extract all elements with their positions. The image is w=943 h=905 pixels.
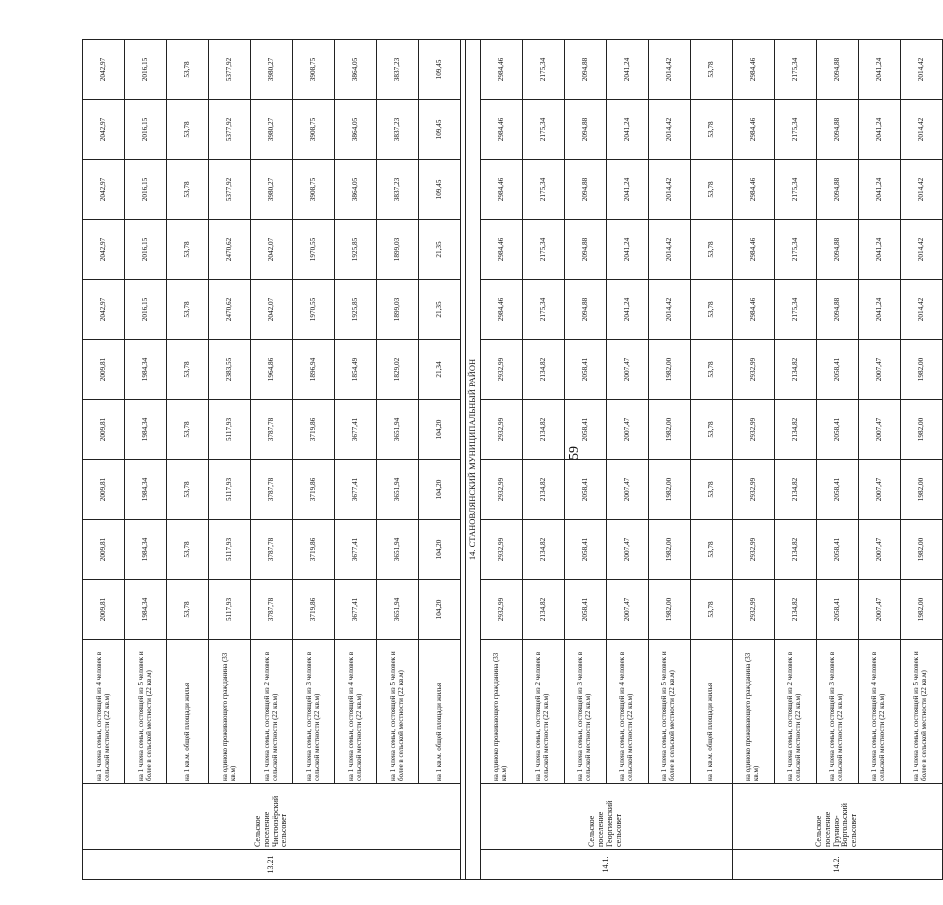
row-description: на 1 кв.м. общей площади жилья (690, 640, 732, 784)
value-cell: 2094,88 (816, 280, 858, 340)
value-cell: 5117,93 (209, 520, 251, 580)
value-cell: 2041,24 (858, 280, 900, 340)
row-description: на 1 члена семьи, состоящей из 2 человек в сельской местности (22 кв.м) (522, 640, 564, 784)
value-cell: 2014,42 (648, 280, 690, 340)
value-cell: 2042,07 (251, 280, 293, 340)
value-cell: 53,78 (690, 340, 732, 400)
value-cell: 2041,24 (606, 280, 648, 340)
value-cell: 53,78 (690, 280, 732, 340)
value-cell: 2016,15 (125, 220, 167, 280)
value-cell: 2175,34 (774, 220, 816, 280)
value-cell: 2014,42 (648, 100, 690, 160)
value-cell: 3787,78 (251, 460, 293, 520)
row-description: на 1 члена семьи, состоящей из 3 человек в сельской местности (22 кв.м) (293, 640, 335, 784)
value-cell: 1925,85 (335, 220, 377, 280)
value-cell: 5377,92 (209, 160, 251, 220)
value-cell: 2007,47 (606, 520, 648, 580)
value-cell: 2175,34 (774, 100, 816, 160)
value-cell: 3677,41 (335, 460, 377, 520)
value-cell: 2984,46 (732, 220, 774, 280)
value-cell: 2175,34 (522, 220, 564, 280)
value-cell: 5117,93 (209, 580, 251, 640)
value-cell: 2175,34 (522, 100, 564, 160)
section-code: 13.21 (83, 850, 461, 880)
value-cell: 1970,55 (293, 280, 335, 340)
value-cell: 2058,41 (816, 520, 858, 580)
value-cell: 2094,88 (816, 160, 858, 220)
value-cell: 2041,24 (606, 100, 648, 160)
value-cell: 2134,82 (522, 520, 564, 580)
value-cell: 2984,46 (732, 280, 774, 340)
row-description: на 1 члена семьи, состоящей из 4 человек в сельской местности (22 кв.м) (858, 640, 900, 784)
value-cell: 2134,82 (522, 580, 564, 640)
value-cell: 2932,99 (480, 400, 522, 460)
value-cell: 2134,82 (522, 400, 564, 460)
row-description: на 1 члена семьи, состоящей из 4 человек в сельской местности (22 кв.м) (83, 640, 125, 784)
value-cell: 2094,88 (564, 160, 606, 220)
value-cell: 53,78 (167, 580, 209, 640)
value-cell: 2007,47 (858, 520, 900, 580)
value-cell: 2007,47 (858, 460, 900, 520)
value-cell: 53,78 (690, 580, 732, 640)
value-cell: 2042,07 (251, 220, 293, 280)
value-cell: 3719,86 (293, 520, 335, 580)
row-description: на 1 члена семьи, состоящей из 3 человек в сельской местности (22 кв.м) (564, 640, 606, 784)
table-row (251, 40, 293, 880)
value-cell: 1970,55 (293, 220, 335, 280)
value-cell: 3980,27 (251, 40, 293, 100)
section-code: 14.2. (732, 850, 942, 880)
value-cell: 53,78 (167, 460, 209, 520)
table-row (480, 40, 522, 880)
table-row (293, 40, 335, 880)
value-cell: 1899,03 (377, 280, 419, 340)
value-cell: 53,78 (167, 520, 209, 580)
value-cell: 5377,92 (209, 40, 251, 100)
row-description: на 1 члена семьи, состоящей из 2 человек в сельской местности (22 кв.м) (251, 640, 293, 784)
value-cell: 2058,41 (564, 520, 606, 580)
value-cell: 3651,94 (377, 520, 419, 580)
value-cell: 2094,88 (816, 220, 858, 280)
table-row (900, 40, 942, 880)
table-row (816, 40, 858, 880)
value-cell: 1984,34 (125, 580, 167, 640)
value-cell: 2383,55 (209, 340, 251, 400)
value-cell: 5117,93 (209, 400, 251, 460)
value-cell: 2009,81 (83, 460, 125, 520)
value-cell: 2058,41 (564, 340, 606, 400)
table-row (83, 40, 125, 880)
value-cell: 53,78 (690, 400, 732, 460)
value-cell: 2014,42 (648, 220, 690, 280)
value-cell: 2007,47 (606, 400, 648, 460)
value-cell: 109,45 (419, 160, 461, 220)
value-cell: 2984,46 (480, 40, 522, 100)
value-cell: 2134,82 (774, 460, 816, 520)
value-cell: 2041,24 (858, 100, 900, 160)
value-cell: 2932,99 (480, 340, 522, 400)
value-cell: 2094,88 (564, 280, 606, 340)
value-cell: 2134,82 (774, 340, 816, 400)
table-row (419, 40, 461, 880)
table-body (83, 40, 943, 880)
value-cell: 2984,46 (732, 100, 774, 160)
value-cell: 2175,34 (774, 40, 816, 100)
table-row (690, 40, 732, 880)
value-cell: 3837,23 (377, 100, 419, 160)
value-cell: 3980,27 (251, 160, 293, 220)
value-cell: 53,78 (167, 220, 209, 280)
value-cell: 2007,47 (858, 340, 900, 400)
value-cell: 2009,81 (83, 340, 125, 400)
value-cell: 2094,88 (564, 100, 606, 160)
table-row (858, 40, 900, 880)
section-code: 14.1. (480, 850, 732, 880)
value-cell: 3837,23 (377, 160, 419, 220)
value-cell: 53,78 (690, 40, 732, 100)
value-cell: 2016,15 (125, 160, 167, 220)
row-description: на 1 члена семьи, состоящей из 5 человек и более в сельской местности (22 кв.м) (125, 640, 167, 784)
value-cell: 2042,97 (83, 100, 125, 160)
value-cell: 1982,00 (900, 460, 942, 520)
value-cell: 3787,78 (251, 580, 293, 640)
value-cell: 2932,99 (480, 520, 522, 580)
value-cell: 2932,99 (732, 340, 774, 400)
value-cell: 2984,46 (480, 280, 522, 340)
value-cell: 2041,24 (858, 220, 900, 280)
value-cell: 2041,24 (606, 40, 648, 100)
value-cell: 2016,15 (125, 280, 167, 340)
table-row (606, 40, 648, 880)
value-cell: 2932,99 (480, 460, 522, 520)
value-cell: 2094,88 (564, 40, 606, 100)
value-cell: 2932,99 (732, 400, 774, 460)
value-cell: 3837,23 (377, 40, 419, 100)
value-cell: 3787,78 (251, 520, 293, 580)
page-number: 59 (567, 446, 582, 460)
value-cell: 1896,94 (293, 340, 335, 400)
section-name: Сельское поселение Георгиевский сельсовет (480, 784, 732, 850)
value-cell: 2984,46 (732, 160, 774, 220)
value-cell: 2932,99 (732, 460, 774, 520)
row-description: на 1 члена семьи, состоящей из 5 человек и более в сельской местности (22 кв.м) (648, 640, 690, 784)
table-row (732, 40, 774, 880)
value-cell: 1982,00 (900, 340, 942, 400)
value-cell: 2016,15 (125, 100, 167, 160)
value-cell: 2042,97 (83, 220, 125, 280)
value-cell: 3908,75 (293, 160, 335, 220)
value-cell: 3719,86 (293, 460, 335, 520)
row-description: на одиноко проживающего гражданина (33 кв.м) (209, 640, 251, 784)
value-cell: 1984,34 (125, 340, 167, 400)
value-cell: 2175,34 (774, 160, 816, 220)
value-cell: 5117,93 (209, 460, 251, 520)
value-cell: 3677,41 (335, 580, 377, 640)
table-row (335, 40, 377, 880)
value-cell: 2932,99 (480, 580, 522, 640)
row-description: на 1 члена семьи, состоящей из 2 человек в сельской местности (22 кв.м) (774, 640, 816, 784)
value-cell: 3651,94 (377, 460, 419, 520)
value-cell: 3677,41 (335, 400, 377, 460)
value-cell: 2016,15 (125, 40, 167, 100)
row-description: на 1 члена семьи, состоящей из 5 человек и более в сельской местности (22 кв.м) (377, 640, 419, 784)
value-cell: 2009,81 (83, 580, 125, 640)
value-cell: 104,20 (419, 580, 461, 640)
value-cell: 2984,46 (732, 40, 774, 100)
value-cell: 2134,82 (522, 340, 564, 400)
value-cell: 1982,00 (648, 580, 690, 640)
value-cell: 2014,42 (900, 40, 942, 100)
value-cell: 53,78 (690, 160, 732, 220)
value-cell: 3719,86 (293, 400, 335, 460)
value-cell: 2470,62 (209, 280, 251, 340)
value-cell: 2041,24 (858, 40, 900, 100)
value-cell: 2014,42 (900, 220, 942, 280)
value-cell: 1982,00 (648, 520, 690, 580)
value-cell: 109,45 (419, 100, 461, 160)
value-cell: 3980,27 (251, 100, 293, 160)
table-row (648, 40, 690, 880)
value-cell: 2932,99 (732, 520, 774, 580)
value-cell: 3864,05 (335, 160, 377, 220)
row-description: на 1 члена семьи, состоящей из 4 человек в сельской местности (22 кв.м) (606, 640, 648, 784)
value-cell: 2058,41 (816, 580, 858, 640)
value-cell: 2042,97 (83, 40, 125, 100)
value-cell: 2007,47 (606, 580, 648, 640)
value-cell: 2932,99 (732, 580, 774, 640)
value-cell: 53,78 (167, 280, 209, 340)
value-cell: 1925,85 (335, 280, 377, 340)
value-cell: 2007,47 (606, 460, 648, 520)
value-cell: 1984,34 (125, 460, 167, 520)
value-cell: 1984,34 (125, 520, 167, 580)
row-description: на 1 члена семьи, состоящей из 3 человек в сельской местности (22 кв.м) (816, 640, 858, 784)
section-name: Сельское поселение Грунино-Воргольский сельсовет (732, 784, 942, 850)
value-cell: 2041,24 (606, 160, 648, 220)
table-row (167, 40, 209, 880)
section-name: Сельское поселение Чистоозёрский сельсовет (83, 784, 461, 850)
value-cell: 2058,41 (816, 340, 858, 400)
value-cell: 2058,41 (564, 580, 606, 640)
value-cell: 2175,34 (522, 160, 564, 220)
value-cell: 1982,00 (648, 400, 690, 460)
value-cell: 1982,00 (900, 580, 942, 640)
value-cell: 21,35 (419, 280, 461, 340)
value-cell: 2134,82 (774, 580, 816, 640)
value-cell: 2014,42 (648, 40, 690, 100)
value-cell: 2984,46 (480, 160, 522, 220)
value-cell: 2042,97 (83, 160, 125, 220)
value-cell: 53,78 (690, 520, 732, 580)
value-cell: 53,78 (167, 40, 209, 100)
value-cell: 2009,81 (83, 400, 125, 460)
value-cell: 2470,62 (209, 220, 251, 280)
value-cell: 104,20 (419, 400, 461, 460)
district-title: 14. СТАНОВЛЯНСКИЙ МУНИЦИПАЛЬНЫЙ РАЙОН (466, 40, 481, 880)
value-cell: 1982,00 (900, 520, 942, 580)
value-cell: 2094,88 (816, 40, 858, 100)
value-cell: 109,45 (419, 40, 461, 100)
value-cell: 2058,41 (564, 460, 606, 520)
value-cell: 2007,47 (858, 580, 900, 640)
value-cell: 2014,42 (648, 160, 690, 220)
value-cell: 2058,41 (816, 400, 858, 460)
table-row (125, 40, 167, 880)
table-row (564, 40, 606, 880)
value-cell: 3908,75 (293, 100, 335, 160)
row-description: на одиноко проживающего гражданина (33 кв.м) (480, 640, 522, 784)
value-cell: 2175,34 (522, 40, 564, 100)
value-cell: 1964,86 (251, 340, 293, 400)
value-cell: 2014,42 (900, 100, 942, 160)
table-row (522, 40, 564, 880)
value-cell: 53,78 (690, 100, 732, 160)
table-row (774, 40, 816, 880)
row-description: на 1 члена семьи, состоящей из 5 человек и более в сельской местности (22 кв.м) (900, 640, 942, 784)
value-cell: 1982,00 (648, 460, 690, 520)
value-cell: 1982,00 (900, 400, 942, 460)
value-cell: 2134,82 (774, 520, 816, 580)
value-cell: 3651,94 (377, 400, 419, 460)
value-cell: 2058,41 (564, 400, 606, 460)
table-row (209, 40, 251, 880)
value-cell: 2007,47 (606, 340, 648, 400)
value-cell: 3864,05 (335, 40, 377, 100)
value-cell: 2134,82 (522, 460, 564, 520)
row-description: на 1 кв.м. общей площади жилья (167, 640, 209, 784)
value-cell: 3677,41 (335, 520, 377, 580)
value-cell: 2175,34 (522, 280, 564, 340)
value-cell: 53,78 (167, 400, 209, 460)
value-cell: 2042,97 (83, 280, 125, 340)
value-cell: 53,78 (167, 160, 209, 220)
value-cell: 21,34 (419, 340, 461, 400)
value-cell: 53,78 (690, 460, 732, 520)
value-cell: 2094,88 (816, 100, 858, 160)
value-cell: 3787,78 (251, 400, 293, 460)
value-cell: 2041,24 (858, 160, 900, 220)
value-cell: 2134,82 (774, 400, 816, 460)
row-description: на 1 члена семьи, состоящей из 4 человек в сельской местности (22 кв.м) (335, 640, 377, 784)
value-cell: 3908,75 (293, 40, 335, 100)
value-cell: 2984,46 (480, 220, 522, 280)
value-cell: 2014,42 (900, 160, 942, 220)
value-cell: 1829,02 (377, 340, 419, 400)
value-cell: 1854,49 (335, 340, 377, 400)
value-cell: 104,20 (419, 520, 461, 580)
value-cell: 53,78 (167, 340, 209, 400)
value-cell: 2041,24 (606, 220, 648, 280)
value-cell: 53,78 (690, 220, 732, 280)
value-cell: 1984,34 (125, 400, 167, 460)
value-cell: 2014,42 (900, 280, 942, 340)
tariff-table (82, 39, 943, 880)
value-cell: 53,78 (167, 100, 209, 160)
value-cell: 21,35 (419, 220, 461, 280)
row-description: на одиноко проживающего гражданина (33 кв.м) (732, 640, 774, 784)
value-cell: 2175,34 (774, 280, 816, 340)
value-cell: 2094,88 (564, 220, 606, 280)
value-cell: 1982,00 (648, 340, 690, 400)
value-cell: 104,20 (419, 460, 461, 520)
row-description: на 1 кв.м. общей площади жилья (419, 640, 461, 784)
value-cell: 2009,81 (83, 520, 125, 580)
value-cell: 2058,41 (816, 460, 858, 520)
district-header-row (466, 40, 481, 880)
table-row (377, 40, 419, 880)
value-cell: 5377,92 (209, 100, 251, 160)
value-cell: 1899,03 (377, 220, 419, 280)
value-cell: 3864,05 (335, 100, 377, 160)
value-cell: 2007,47 (858, 400, 900, 460)
value-cell: 2984,46 (480, 100, 522, 160)
value-cell: 3719,86 (293, 580, 335, 640)
value-cell: 3651,94 (377, 580, 419, 640)
